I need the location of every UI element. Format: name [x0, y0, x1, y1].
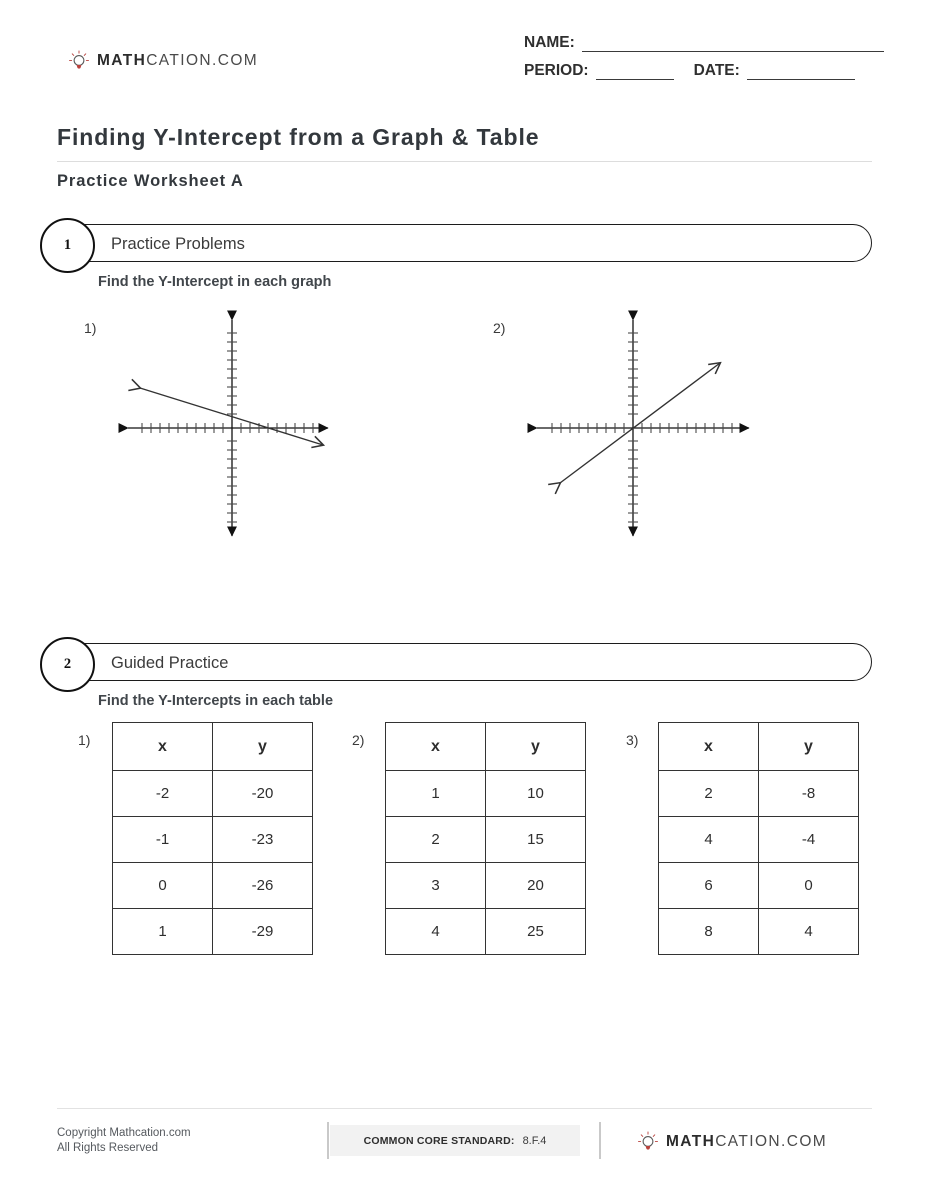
standard-value: 8.F.4 [522, 1134, 547, 1147]
name-field-row [524, 34, 884, 52]
table-1-cell-y-0: -20 [213, 771, 313, 817]
section-2-label: Guided Practice [111, 653, 229, 672]
footer-brand-bold: MATH [666, 1133, 716, 1150]
table-2-cell-x-3: 4 [386, 909, 486, 955]
table-header-row [659, 723, 859, 771]
table-1-cell-y-1: -23 [213, 817, 313, 863]
table-2-header-y: y [486, 723, 586, 771]
table-1 [112, 722, 313, 955]
table-2-cell-x-1: 2 [386, 817, 486, 863]
table-1-wrap [112, 722, 313, 955]
table-2-cell-x-0: 1 [386, 771, 486, 817]
name-label: NAME: [524, 34, 575, 51]
table-row [113, 817, 313, 863]
table-3-header-y: y [759, 723, 859, 771]
section-1-instruction: Find the Y-Intercept in each graph [98, 274, 332, 290]
graph-2-x-axis [537, 423, 749, 433]
graph-1-number: 1) [84, 320, 97, 336]
name-input[interactable] [582, 38, 884, 52]
table-1-cell-y-3: -29 [213, 909, 313, 955]
graph-1-x-axis [128, 423, 328, 433]
table-2-number: 2) [352, 732, 365, 748]
table-2 [385, 722, 586, 955]
standard-label: COMMON CORE STANDARD: [363, 1134, 515, 1147]
table-3-number: 3) [626, 732, 639, 748]
period-input[interactable] [596, 66, 674, 80]
table-row [659, 863, 859, 909]
table-1-cell-x-0: -2 [113, 771, 213, 817]
section-1-label: Practice Problems [111, 234, 245, 253]
table-row [659, 909, 859, 955]
table-row [386, 771, 586, 817]
table-row [659, 817, 859, 863]
graph-2-number: 2) [493, 320, 506, 336]
table-1-header-y: y [213, 723, 313, 771]
footer-separator-left [327, 1122, 329, 1159]
table-row [386, 863, 586, 909]
table-row [113, 771, 313, 817]
table-1-number: 1) [78, 732, 91, 748]
lightbulb-icon [68, 50, 90, 72]
footer-divider [57, 1108, 872, 1109]
table-header-row [113, 723, 313, 771]
table-row [386, 909, 586, 955]
section-1-pill [57, 224, 872, 262]
period-date-row [524, 62, 884, 80]
date-input[interactable] [747, 66, 855, 80]
section-1-number: 1 [40, 218, 95, 273]
lightbulb-icon [637, 1131, 659, 1153]
section-2-instruction: Find the Y-Intercepts in each table [98, 693, 334, 709]
date-label: DATE: [693, 62, 740, 79]
section-2-pill [57, 643, 872, 681]
copyright-line-1: Copyright Mathcation.com [57, 1127, 191, 1139]
student-info-block [524, 34, 884, 90]
section-guided-practice [57, 643, 872, 709]
table-row [659, 771, 859, 817]
section-practice-problems [57, 224, 872, 290]
table-2-wrap [385, 722, 586, 955]
footer-separator-right [599, 1122, 601, 1159]
table-2-header-x: x [386, 723, 486, 771]
table-3-cell-x-3: 8 [659, 909, 759, 955]
table-3-cell-x-1: 4 [659, 817, 759, 863]
table-2-cell-y-0: 10 [486, 771, 586, 817]
table-2-cell-y-2: 20 [486, 863, 586, 909]
footer-logo [637, 1131, 827, 1153]
table-row [386, 817, 586, 863]
table-row [113, 909, 313, 955]
table-1-cell-x-3: 1 [113, 909, 213, 955]
table-3-cell-x-2: 6 [659, 863, 759, 909]
table-header-row [386, 723, 586, 771]
brand-thin: CATION.COM [146, 52, 259, 69]
table-1-cell-x-2: 0 [113, 863, 213, 909]
footer-brand-wordmark [666, 1133, 827, 1151]
common-core-standard-badge [330, 1125, 580, 1156]
table-3-cell-y-3: 4 [759, 909, 859, 955]
footer-brand-thin: CATION.COM [715, 1133, 828, 1150]
table-3-header-x: x [659, 723, 759, 771]
table-1-header-x: x [113, 723, 213, 771]
table-3-cell-x-0: 2 [659, 771, 759, 817]
table-3 [658, 722, 859, 955]
table-3-cell-y-0: -8 [759, 771, 859, 817]
page-title: Finding Y-Intercept from a Graph & Table [57, 124, 540, 150]
copyright-line-2: All Rights Reserved [57, 1142, 158, 1154]
table-2-cell-x-2: 3 [386, 863, 486, 909]
table-2-cell-y-3: 25 [486, 909, 586, 955]
period-label: PERIOD: [524, 62, 589, 79]
section-2-number: 2 [40, 637, 95, 692]
table-2-cell-y-1: 15 [486, 817, 586, 863]
table-1-cell-x-1: -1 [113, 817, 213, 863]
graph-1-svg [118, 308, 358, 548]
graph-2-svg [527, 308, 767, 548]
title-divider [57, 161, 872, 162]
table-row [113, 863, 313, 909]
table-1-cell-y-2: -26 [213, 863, 313, 909]
brand-wordmark [97, 52, 258, 70]
worksheet-subtitle: Practice Worksheet A [57, 172, 244, 190]
brand-bold: MATH [97, 52, 147, 69]
table-3-cell-y-1: -4 [759, 817, 859, 863]
header-logo [68, 50, 258, 72]
table-3-cell-y-2: 0 [759, 863, 859, 909]
table-3-wrap [658, 722, 859, 955]
copyright-notice [57, 1126, 191, 1156]
